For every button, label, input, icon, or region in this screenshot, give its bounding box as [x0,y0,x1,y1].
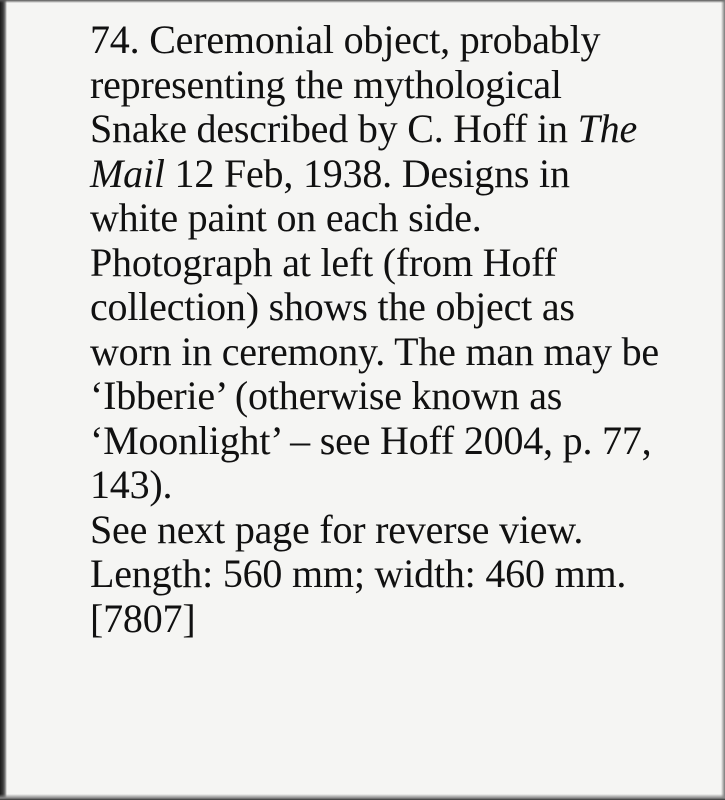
caption-line-10: ‘Moonlight’ – see Hoff 2004, p. 77, [90,417,652,463]
caption-line-7: collection) shows the object as [90,284,575,329]
caption-line-6: Photograph at left (from Hoff [90,239,557,285]
publication-title-part-2: Mail [90,150,165,196]
scan-border-top [0,0,725,3]
caption-line-12: See next page for reverse view. [90,506,584,552]
caption-line-5: white paint on each side. [90,195,482,240]
caption-line-8: worn in ceremony. The man may be [90,328,659,374]
caption-line-9: ‘Ibberie’ (otherwise known as [90,373,563,418]
scan-border-bottom [0,794,725,800]
caption-line-3: Snake described by C. Hoff in The [90,106,638,151]
scan-border-right [721,0,725,800]
caption-line-11: 143). [90,462,173,507]
caption-line-4: Mail 12 Feb, 1938. Designs in [90,150,570,196]
caption-line-13: Length: 560 mm; width: 460 mm. [90,551,627,596]
scan-border-left [0,0,7,800]
caption-line-2: representing the mythological [90,61,562,107]
catalogue-caption [90,18,710,641]
publication-title-part-1: The [577,106,638,151]
caption-line-1: 74. Ceremonial object, probably [90,17,601,62]
catalogue-number: [7807] [90,595,196,641]
